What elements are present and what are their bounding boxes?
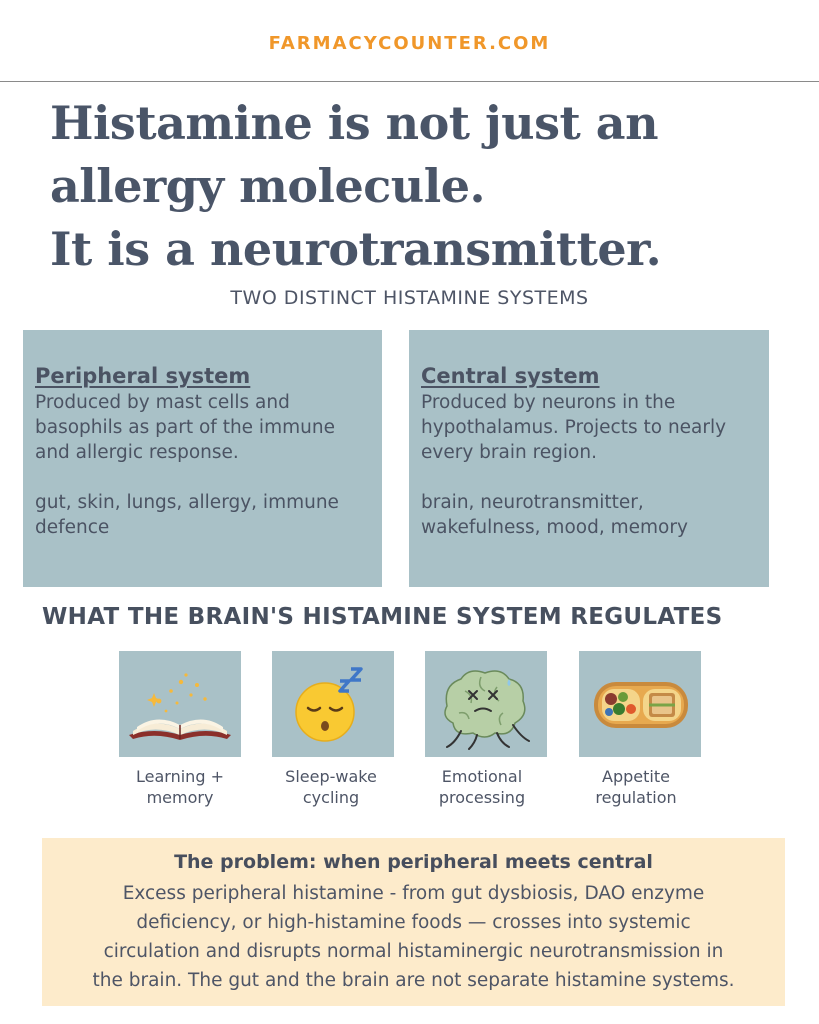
headline-line-3: It is a neurotransmitter. (50, 222, 662, 276)
problem-title: The problem: when peripheral meets central (174, 851, 653, 873)
label-line: cycling (302, 788, 360, 807)
open-book-icon (119, 651, 241, 757)
lunchbox-icon (579, 651, 701, 757)
headline (50, 92, 790, 281)
card-tags: brain, neurotransmitter, wakefulness, mood, memory (421, 492, 688, 538)
peripheral-system-card (23, 330, 382, 587)
appetite-regulation-label (566, 766, 706, 808)
problem-line: the brain. The gut and the brain are not separate histamine systems. (92, 970, 735, 991)
sleep-wake-tile (272, 651, 394, 757)
sleep-wake-label (261, 766, 401, 808)
learning-memory-label (110, 766, 250, 808)
appetite-regulation-tile (579, 651, 701, 757)
problem-line: circulation and disrupts normal histaminergic neurotransmission in (103, 941, 724, 962)
central-system-card (409, 330, 769, 587)
problem-line: Excess peripheral histamine - from gut dysbiosis, DAO enzyme (122, 883, 705, 904)
headline-line-2: allergy molecule. (50, 159, 485, 213)
site-name-link[interactable]: FARMACYCOUNTER.COM (268, 33, 551, 54)
label-line: Appetite (602, 767, 670, 786)
site-header (0, 0, 819, 82)
label-line: memory (146, 788, 214, 807)
problem-line: deficiency, or high-histamine foods — crosses into systemic (136, 912, 691, 933)
headline-line-1: Histamine is not just an (50, 96, 659, 150)
card-description: Produced by mast cells and basophils as part of the immune and allergic response. (35, 392, 335, 463)
card-tags: gut, skin, lungs, allergy, immune defence (35, 492, 339, 538)
label-line: regulation (595, 788, 677, 807)
emotional-processing-tile (425, 651, 547, 757)
problem-callout (42, 838, 785, 1006)
emotional-processing-label (412, 766, 552, 808)
regulates-section-title: WHAT THE BRAIN'S HISTAMINE SYSTEM REGULATES (42, 604, 723, 630)
label-line: Emotional (441, 767, 523, 786)
card-title: Central system (421, 364, 600, 388)
label-line: Learning + (136, 767, 224, 786)
systems-subheading: TWO DISTINCT HISTAMINE SYSTEMS (230, 287, 589, 309)
label-line: processing (438, 788, 526, 807)
tired-brain-icon (425, 651, 547, 757)
learning-memory-tile (119, 651, 241, 757)
problem-body (50, 879, 777, 995)
label-line: Sleep-wake (285, 767, 377, 786)
card-description: Produced by neurons in the hypothalamus. Projects to nearly every brain region. (421, 392, 727, 463)
card-title: Peripheral system (35, 364, 251, 388)
sleeping-face-icon (272, 651, 394, 757)
